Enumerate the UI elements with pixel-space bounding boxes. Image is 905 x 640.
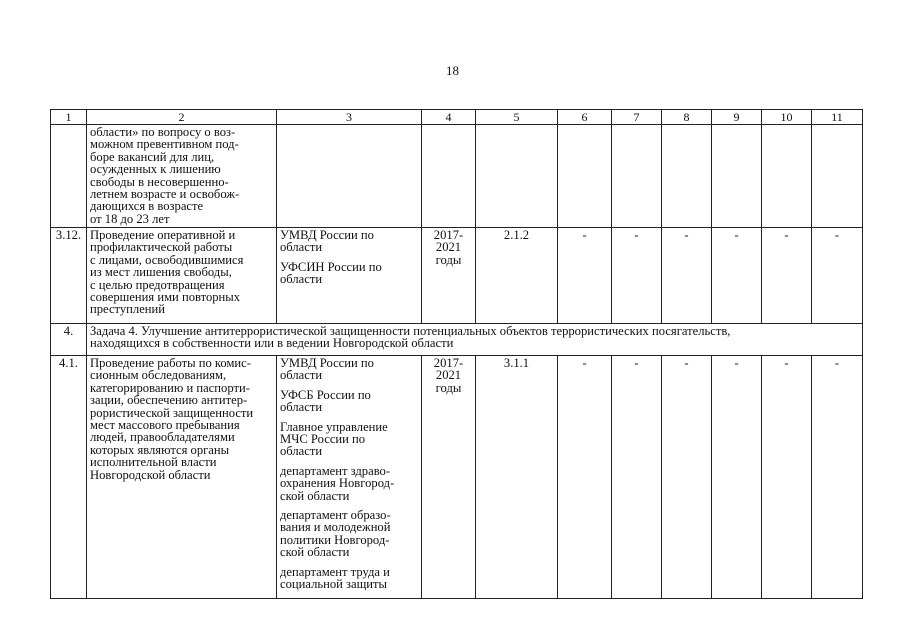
responsible-cell (277, 356, 422, 599)
column-number-row (51, 110, 863, 125)
table-row-4-1 (51, 356, 863, 599)
period-cell (422, 125, 476, 228)
dash-cell: - (812, 356, 863, 599)
column-header: 3 (277, 110, 422, 125)
column-header: 8 (662, 110, 712, 125)
period-cell: 2017- 2021 годы (422, 356, 476, 599)
page-number: 18 (446, 63, 459, 78)
table-row-continuation (51, 125, 863, 228)
description-cell: области» по вопросу о воз- можном превентивном под- боре вакансий для лиц, осужденных к лишению свободы в несовершенно- летнем возрасте и освобож- дающихся в возрасте от 18 до 23 лет (87, 125, 277, 228)
table-row-3-12 (51, 228, 863, 324)
responsible-entry: Главное управление МЧС России по области (280, 419, 388, 459)
dash-cell: - (762, 356, 812, 599)
dash-cell: - (662, 356, 712, 599)
period-cell: 2017- 2021 годы (422, 228, 476, 324)
row-number-cell (51, 125, 87, 228)
row-number-cell: 4.1. (51, 356, 87, 599)
dash-cell: - (712, 356, 762, 599)
responsible-entry: УФСБ России по области (280, 387, 371, 415)
description-cell: Проведение оперативной и профилактической работы с лицами, освободившимися из мест лишения свободы, с целью предотвращения совершения ими повторных преступлений (87, 228, 277, 324)
dash-cell: - (662, 228, 712, 324)
column-header: 7 (612, 110, 662, 125)
description-cell: Проведение работы по комис- сионным обследованиям, категорированию и паспорти- зации, обеспечению антитер- рористической защищенности мест массового пребывания людей, правообладателями которых являются органы исполнительной власти Новгородской области (87, 356, 277, 599)
indicator-cell: 3.1.1 (476, 356, 558, 599)
dash-cell: - (712, 228, 762, 324)
responsible-entry: департамент труда и социальной защиты (280, 564, 390, 592)
column-header: 1 (51, 110, 87, 125)
column-header: 2 (87, 110, 277, 125)
dash-cell: - (612, 356, 662, 599)
measures-table (50, 109, 863, 599)
column-header: 6 (558, 110, 612, 125)
dash-cell: - (812, 228, 863, 324)
responsible-entry: департамент образо- вания и молодежной политики Новгород- ской области (280, 508, 391, 560)
indicator-cell (476, 125, 558, 228)
column-header: 11 (812, 110, 863, 125)
responsible-entry: департамент здраво- охранения Новгород- ской области (280, 463, 395, 503)
column-header: 9 (712, 110, 762, 125)
dash-cell: - (612, 228, 662, 324)
task-heading: Задача 4. Улучшение антитеррористической защищенности потенциальных объектов террористических посягательств, находящихся в собственности или в ведении Новгородской области (87, 324, 863, 356)
task-row-4 (51, 324, 863, 356)
responsible-entry: УМВД России по области (280, 228, 374, 255)
responsible-entry: УМВД России по области (280, 356, 374, 383)
dash-cell: - (558, 228, 612, 324)
responsible-entry: УФСИН России по области (280, 259, 382, 287)
dash-cell: - (762, 228, 812, 324)
column-header: 4 (422, 110, 476, 125)
column-header: 5 (476, 110, 558, 125)
row-number-cell: 4. (51, 324, 87, 356)
indicator-cell: 2.1.2 (476, 228, 558, 324)
row-number-cell: 3.12. (51, 228, 87, 324)
dash-cell: - (558, 356, 612, 599)
responsible-cell (277, 228, 422, 324)
column-header: 10 (762, 110, 812, 125)
responsible-cell (277, 125, 422, 228)
